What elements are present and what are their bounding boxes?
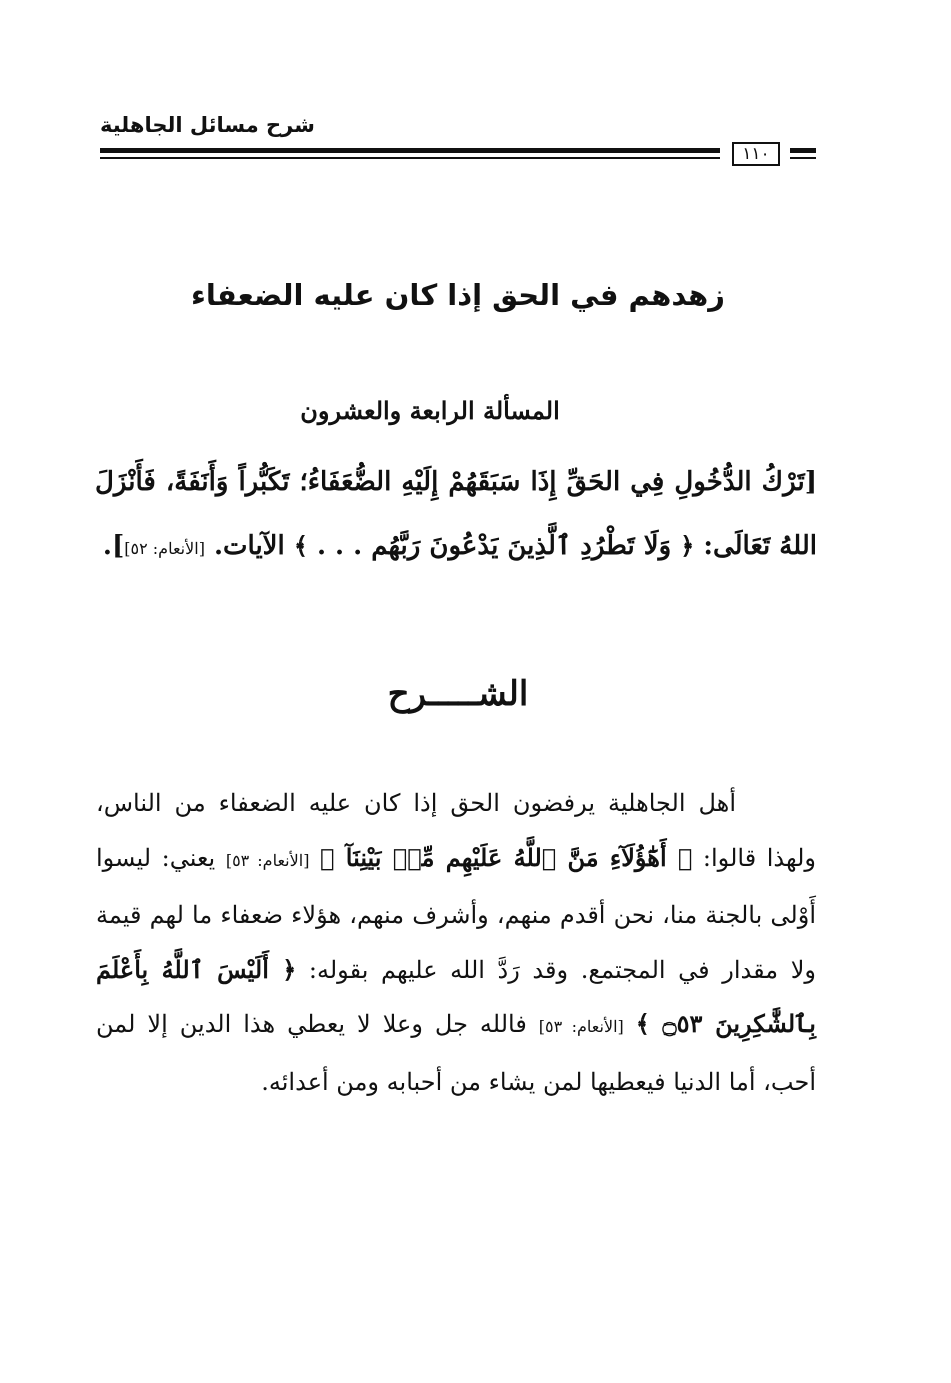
quran-quote-2: ﴿ أَلَيْسَ ٱللَّهُ بِأَعْلَمَ بِٱلشَّٰكِرِينَ ۝٥٣ ﴾: [96, 954, 816, 1038]
page-number: ١١٠: [732, 142, 780, 166]
commentary-text-1: أهل الجاهلية يرفضون الحق إذا كان عليه الضعفاء من الناس، ولهذا قالوا:: [96, 789, 816, 872]
header-rule-thick: [100, 148, 720, 153]
sharh-heading: الشـــــرح: [387, 674, 529, 714]
quote-reference-1: [الأنعام: ٥٣]: [225, 850, 310, 870]
commentary-paragraph: [96, 776, 816, 1109]
quran-quote-1: ﴿ أَهَٰٓؤُلَآءِ مَنَّ ٱللَّهُ عَلَيْهِم مِّنۢ بَيْنِنَآ ﴾: [320, 842, 693, 872]
quran-verse: وَلَا تَطْرُدِ ٱلَّذِينَ يَدْعُونَ رَبَّهُم . . .: [316, 531, 672, 561]
book-title: شرح مسائل الجاهلية: [100, 113, 315, 137]
issue-text-part1: تَرْكُ الدُّخُولِ فِي الحَقِّ إِذَا سَبَقَهُمْ إِلَيْهِ الضُّعَفَاءُ؛ تَكَبُّراً وَأَنَفَةً، فَأَنْزَلَ اللهُ تَعَالَى:: [95, 467, 817, 561]
verse-close-bracket: ﴾: [293, 531, 308, 560]
chapter-title: زهدهم في الحق إذا كان عليه الضعفاء: [191, 278, 725, 312]
header-rule-thin: [100, 157, 720, 159]
issue-text-part2: الآيات.: [214, 531, 285, 561]
verse-reference: [الأنعام: ٥٢]: [124, 539, 205, 558]
header-rule-right-thin: [790, 157, 816, 159]
open-bracket: [: [804, 467, 817, 497]
quote-reference-2: [الأنعام: ٥٣]: [538, 1017, 624, 1036]
commentary-text-3: فالله جل وعلا لا يعطي هذا الدين إلا لمن أحب، أما الدنيا فيعطيها لمن يشاء من أحبابه ومن أعدائه.: [96, 1010, 816, 1096]
issue-heading: المسألة الرابعة والعشرون: [300, 396, 560, 425]
header-rule-right-thick: [790, 148, 816, 153]
commentary-text-2: يعني: ليسوا أَوْلى بالجنة منا، نحن أقدم منهم، وأشرف منهم، هؤلاء ضعفاء ما لهم قيمة ولا مقدار في المجتمع. وقد رَدَّ الله عليهم بقوله:: [96, 843, 816, 984]
issue-text: [95, 450, 817, 581]
verse-open-bracket: ﴿: [680, 531, 695, 560]
running-header: [100, 112, 816, 172]
close-bracket: ].: [102, 531, 125, 561]
